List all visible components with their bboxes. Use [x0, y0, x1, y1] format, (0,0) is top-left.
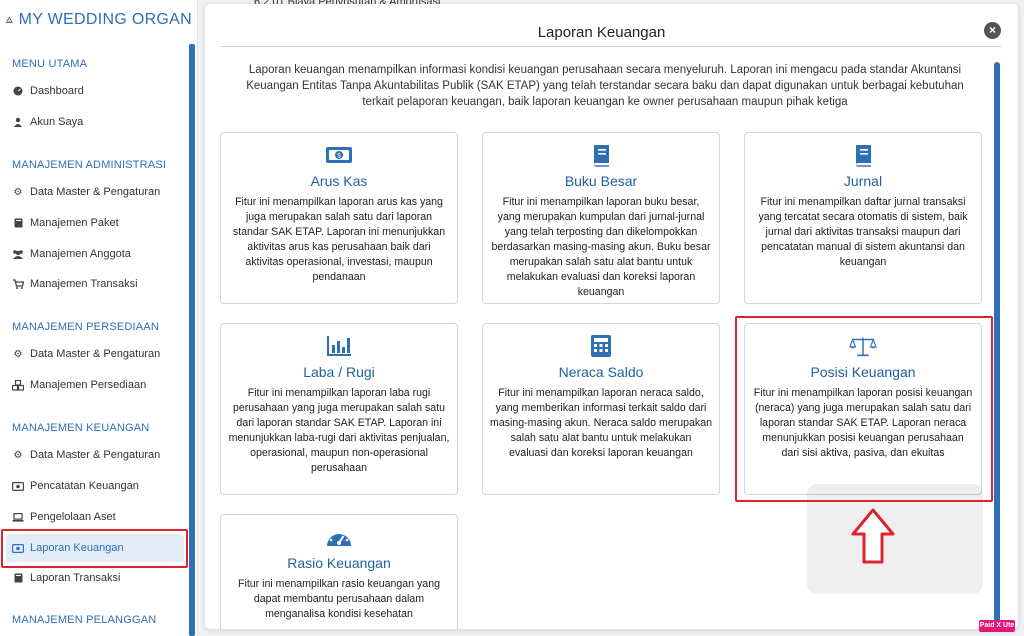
sidebar-item-pengelolaan-aset[interactable]	[12, 506, 116, 528]
gears-icon: ⚙	[13, 449, 23, 461]
card-title: Neraca Saldo	[558, 364, 644, 380]
modal-intro: Laporan keuangan menampilkan informasi kondisi keuangan perusahaan secara menyeluruh. Laporan ini mengacu pada standar Akuntansi Keuangan Entitas Tanpa Akuntabilitas Publik (SAK ETAP) yang telah terstandar secara baku dan dapat digunakan untuk berbagai kebutuhan terkait pelaporan keuangan, baik laporan keuangan ke owner perusahaan maupun pihak ketiga	[246, 64, 964, 108]
sidebar-item-pencatatan-keuangan[interactable]	[12, 475, 139, 497]
corner-badge[interactable]: Paid X Ute	[979, 620, 1015, 632]
sidebar-item-label: Manajemen Anggota	[30, 248, 131, 260]
sidebar-item-label: Dashboard	[30, 85, 84, 97]
sidebar-item-manajemen-paket[interactable]	[12, 212, 119, 234]
sidebar-item-laporan-transaksi[interactable]	[12, 567, 121, 589]
sidebar-item-data-master-admin[interactable]	[12, 181, 160, 203]
cubes-icon	[12, 379, 24, 391]
card-buku-besar[interactable]	[482, 132, 720, 304]
sidebar-item-manajemen-transaksi[interactable]	[12, 273, 138, 295]
card-description: Fitur ini menampilkan daftar jurnal transaksi yang tercatat secara otomatis di sistem, baik jurnal dari aktivitas transaksi maupun dari pencatatan manual di sistem akuntansi dan keuangan	[758, 196, 968, 268]
bar-chart-icon	[325, 332, 353, 360]
money-bill-icon	[325, 141, 353, 169]
arrow-up-icon	[851, 508, 895, 564]
sidebar-item-label: Laporan Transaksi	[30, 572, 121, 584]
posisi-keuangan-highlight	[735, 316, 993, 502]
sidebar-item-label: Data Master & Pengaturan	[30, 449, 161, 461]
calculator-icon	[587, 332, 615, 360]
card-title: Posisi Keuangan	[810, 364, 916, 380]
sidebar-item-manajemen-persediaan[interactable]	[12, 374, 146, 396]
book-icon	[587, 141, 615, 169]
logo-icon	[6, 9, 13, 31]
sidebar-item-data-master-keuangan[interactable]	[12, 444, 160, 466]
sidebar-item-label: Data Master & Pengaturan	[30, 186, 161, 198]
book-icon	[12, 572, 24, 584]
modal-divider	[221, 46, 1001, 47]
card-description: Fitur ini menampilkan rasio keuangan yang dapat membantu perusahaan dalam menganalisa kondisi kesehatan	[238, 578, 440, 620]
card-title: Jurnal	[843, 173, 883, 189]
card-description: Fitur ini menampilkan laporan laba rugi perusahaan yang juga merupakan salah satu dari laporan standar SAK ETAP. Laporan ini menunjukkan laba-rugi dari aktivitas penjualan, operasional, maupun non-operasional perusahaan	[228, 387, 450, 474]
user-icon	[12, 116, 24, 128]
sidebar-item-label: Pengelolaan Aset	[30, 511, 116, 523]
sidebar-item-akun-saya[interactable]	[12, 111, 83, 133]
card-title: Arus Kas	[310, 173, 368, 189]
dashboard-icon	[12, 85, 24, 97]
sidebar-item-data-master-persediaan[interactable]	[12, 343, 160, 365]
card-title: Laba / Rugi	[303, 364, 375, 380]
sidebar-item-label: Data Master & Pengaturan	[30, 348, 161, 360]
gears-icon: ⚙	[13, 186, 23, 198]
cart-icon	[12, 278, 24, 290]
users-icon	[12, 248, 24, 260]
sidebar-item-label: Akun Saya	[30, 116, 84, 128]
card-description: Fitur ini menampilkan laporan buku besar, yang merupakan kumpulan dari jurnal-jurnal yang telah terposting dan dikelompokkan berdasarkan masing-masing akun. Buku besar merupakan salah satu alat bantu untuk melakukan evaluasi dan koreksi laporan keuangan	[491, 196, 711, 298]
card-jurnal[interactable]	[744, 132, 982, 304]
brand-name: MY WEDDING ORGAN	[18, 11, 192, 28]
sidebar-item-label: Laporan Keuangan	[30, 542, 124, 554]
brand[interactable]	[6, 8, 192, 32]
sidebar-item-manajemen-anggota[interactable]	[12, 243, 131, 265]
card-title: Buku Besar	[564, 173, 638, 189]
money-icon	[12, 480, 24, 492]
section-menu-utama: MENU UTAMA	[12, 58, 88, 70]
laporan-keuangan-modal	[205, 4, 1018, 629]
sidebar-active-highlight	[1, 529, 188, 568]
card-rasio-keuangan[interactable]	[220, 514, 458, 629]
card-description: Fitur ini menampilkan laporan neraca saldo, yang memberikan informasi terkait saldo dari masing-masing akun. Neraca saldo merupakan salah satu alat bantu untuk melakukan evaluasi dan koreksi laporan keuangan	[490, 387, 712, 459]
card-title: Rasio Keuangan	[287, 555, 391, 571]
sidebar-item-label: Manajemen Transaksi	[30, 278, 138, 290]
card-arus-kas[interactable]	[220, 132, 458, 304]
card-neraca-saldo[interactable]	[482, 323, 720, 495]
section-manajemen-pelanggan: MANAJEMEN PELANGGAN	[12, 614, 157, 626]
card-description: Fitur ini menampilkan laporan arus kas yang juga merupakan salah satu dari laporan standar SAK ETAP. Laporan ini menunjukkan aktivitas arus kas perusahaan baik dari aktivitas operasional, investasi, maupun pendanaan	[232, 196, 446, 283]
sidebar-item-label: Manajemen Persediaan	[30, 379, 147, 391]
section-manajemen-persediaan: MANAJEMEN PERSEDIAAN	[12, 321, 160, 333]
sidebar-scrollbar[interactable]	[189, 44, 195, 636]
sidebar-item-label: Pencatatan Keuangan	[30, 480, 139, 492]
sidebar-item-dashboard[interactable]	[12, 80, 84, 102]
laptop-icon	[12, 511, 24, 523]
section-manajemen-keuangan: MANAJEMEN KEUANGAN	[12, 422, 150, 434]
card-laba-rugi[interactable]	[220, 323, 458, 495]
book-icon	[849, 141, 877, 169]
tachometer-icon	[325, 523, 353, 551]
gears-icon: ⚙	[13, 348, 23, 360]
svg-text:$: $	[337, 153, 341, 160]
sidebar-item-label: Manajemen Paket	[30, 217, 119, 229]
close-icon[interactable]: ×	[984, 22, 1001, 39]
book-icon	[12, 217, 24, 229]
modal-title: Laporan Keuangan	[537, 24, 666, 41]
section-manajemen-administrasi: MANAJEMEN ADMINISTRASI	[12, 159, 167, 171]
card-description: Fitur ini menampilkan laporan posisi keuangan (neraca) yang juga merupakan salah satu dari laporan standar SAK ETAP. Laporan neraca menunjukkan posisi keuangan perusahaan dari sisi aktiva, pasiva, dan ekuitas	[753, 387, 973, 459]
modal-scrollbar[interactable]	[994, 62, 1000, 628]
